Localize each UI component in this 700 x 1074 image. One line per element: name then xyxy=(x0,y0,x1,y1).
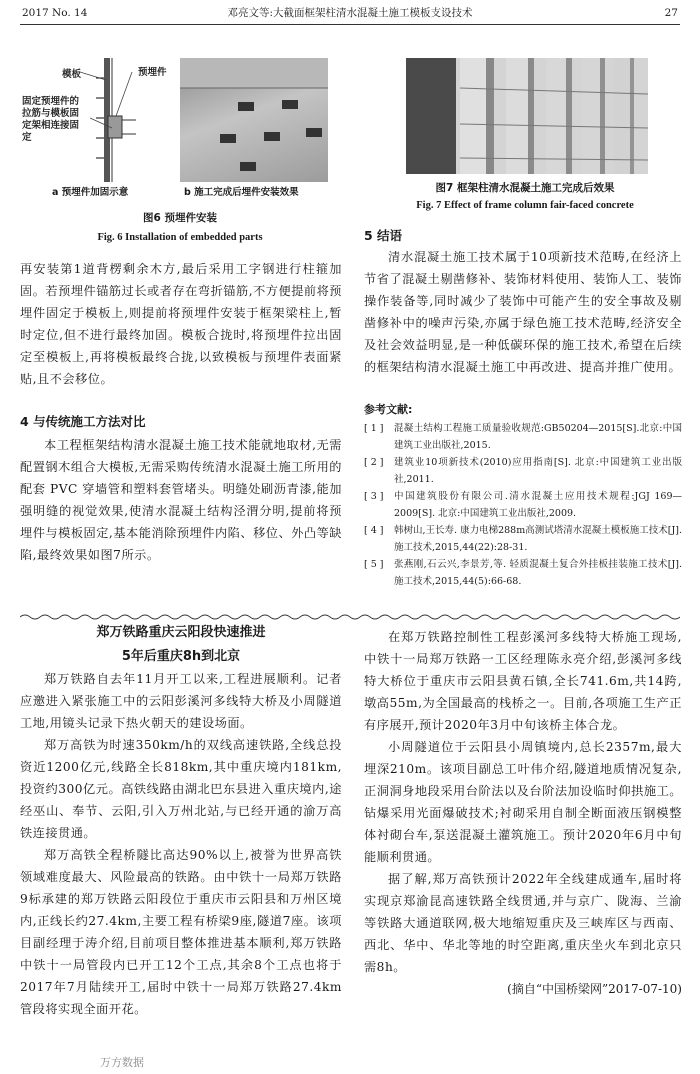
page-number: 27 xyxy=(664,7,678,19)
fig6-caption-cn: 图6 预埋件安装 xyxy=(143,212,217,224)
news-paragraph: 郑万高铁全程桥隧比高达90%以上,被誉为世界高铁领域难度最大、风险最高的铁路。由中铁十一局郑万铁路9标承建的郑万铁路云阳段位于重庆市云阳县和万州区境内,正线长约27.4km,主要工程有桥梁9座,隧道7座。该项目副经理于涛介绍,目前项目整体推进基本顺利,郑万铁路中铁十一局管段内已开工12个工点,其余8个工点也将于2017年7月陆续开工,届时中铁十一局郑万铁路27.4km管段将实现全面开花。 xyxy=(20,848,342,1016)
news-title-line1: 郑万铁路重庆云阳段快速推进 xyxy=(96,625,266,640)
header-rule xyxy=(20,24,680,25)
fig7-photo xyxy=(406,58,648,174)
fig6a-caption: a 预埋件加固示意 xyxy=(52,187,129,198)
fig6b-caption: b 施工完成后埋件安装效果 xyxy=(184,187,299,198)
references-title: 参考文献: xyxy=(364,403,413,416)
reference-item: [ 4 ] 韩树山,王长寿. 康力电梯288m高测试塔清水混凝土模板施工技术[J]. 施工技术,2015,44(22):28-31. xyxy=(364,525,682,553)
references-list xyxy=(364,420,682,590)
section-4-text: 本工程框架结构清水混凝土施工技术能就地取材,无需配置钢木组合大模板,无需采购传统清水混凝土施工所用的配套 PVC 穿墙管和塑料套管堵头。明缝处刷沥青漆,能加强明缝的视觉效果,使清水混凝土结构泾渭分明,提前将预埋件与模板固定,基本能消除预埋件内陷、移位、外凸等缺陷,最终效果如图7所示。 xyxy=(20,438,342,562)
news-paragraph: 在郑万铁路控制性工程彭溪河多线特大桥施工现场,中铁十一局郑万铁路一工区经理陈永亮介绍,彭溪河多线特大桥位于重庆市云阳县黄石镇,全长741.6m,共14跨,墩高55m,为全国最高的栈桥之一。目前,各项施工生产正有序展开,预计2020年3月中旬该桥主体合龙。 xyxy=(364,630,682,732)
news-paragraph: 郑万铁路自去年11月开工以来,工程进展顺利。记者应邀进入紧张施工中的云阳彭溪河多线特大桥及小周隧道工地,用镜头记录下热火朝天的建设场面。 xyxy=(20,672,342,730)
label-fixing-description: 固定预埋件的拉筋与模板固定架相连接固定 xyxy=(22,96,80,143)
reference-item: [ 2 ] 建筑业10项新技术(2010)应用指南[S]. 北京:中国建筑工业出版社,2011. xyxy=(364,457,682,485)
watermark: 万方数据 xyxy=(100,1056,144,1069)
news-left-column xyxy=(20,668,342,1020)
section-5-title: 5 结语 xyxy=(364,228,403,243)
section-5-text: 清水混凝土施工技术属于10项新技术范畴,在经济上节省了混凝土剔凿修补、装饰材料使用、装饰人工、装饰操作装备等,同时减少了装饰中可能产生的安全事故及剔凿修补中的噪声污染,亦属于绿色施工技术范畴,经济安全及社会效益明显,是一种低碳环保的施工技术,希望在后续的框架结构清水混凝土施工中再改进、提高并推广使用。 xyxy=(364,250,682,374)
fig7-caption-cn: 图7 框架柱清水混凝土施工完成后效果 xyxy=(435,182,615,194)
wavy-divider xyxy=(20,606,680,614)
fig6-caption-en: Fig. 6 Installation of embedded parts xyxy=(97,232,263,243)
reference-item: [ 5 ] 张燕刚,石云兴,李景芳,等. 轻质混凝土复合外挂板挂装施工技术[J]. 施工技术,2015,44(5):66-68. xyxy=(364,559,682,587)
news-source: (摘自“中国桥梁网”2017-07-10) xyxy=(507,982,682,996)
left-paragraph-1: 再安装第1道背楞剩余木方,最后采用工字钢进行柱箍加固。若预埋件锚筋过长或者存在弯折锚筋,不方便提前将预埋件固定于模板上,则提前将预埋件安装于框架梁柱上,暂时定位,但不进行最终加固。模板合拢时,将预埋件拉出固定至模板上,再将模板最终合拢,以致模板与预埋件表面紧贴,且不会移位。 xyxy=(20,262,342,386)
running-title: 邓亮文等:大截面框架柱清水混凝土施工模板支设技术 xyxy=(227,7,473,19)
reference-item: [ 3 ] 中国建筑股份有限公司.清水混凝土应用技术规程:JGJ 169—2009[S]. 北京:中国建筑工业出版社,2009. xyxy=(364,491,682,519)
news-right-column xyxy=(364,626,682,1000)
label-embedded-part: 预埋件 xyxy=(138,67,167,78)
fig7-caption-en: Fig. 7 Effect of frame column fair-faced concrete xyxy=(416,200,634,211)
news-title-line2: 5年后重庆8h到北京 xyxy=(121,649,241,664)
reference-item: [ 1 ] 混凝土结构工程施工质量验收规范:GB50204—2015[S].北京:中国建筑工业出版社,2015. xyxy=(364,423,682,451)
news-paragraph: 郑万高铁为时速350km/h的双线高速铁路,全线总投资近1200亿元,线路全长818km,其中重庆境内181km,投资约300亿元。高铁线路由湖北巴东县进入重庆境内,途经巫山、奉节、云阳,引入万州北站,与已经开通的渝万高铁连接贯通。 xyxy=(20,738,342,840)
section-4-title: 4 与传统施工方法对比 xyxy=(20,414,146,429)
news-paragraph: 据了解,郑万高铁预计2022年全线建成通车,届时将实现京郑渝昆高速铁路全线贯通,并与京广、陇海、兰渝等铁路大通道联网,极大地缩短重庆及三峡库区与西南、西北、华中、华北等地的时空距离,重庆坐火车到北京只需8h。 xyxy=(364,872,682,974)
journal-issue: 2017 No. 14 xyxy=(22,7,88,19)
fig6b-photo xyxy=(180,58,328,182)
label-template: 模板 xyxy=(62,69,82,80)
news-paragraph: 小周隧道位于云阳县小周镇境内,总长2357m,最大埋深210m。该项目副总工叶伟介绍,隧道地质情况复杂,正洞洞身地段采用台阶法以及台阶法加设临时仰拱施工。钻爆采用光面爆破技术;衬砌采用自制全断面液压钢模整体衬砌台车,泵送混凝土灌筑施工。预计2020年6月中旬能顺利贯通。 xyxy=(364,740,682,864)
